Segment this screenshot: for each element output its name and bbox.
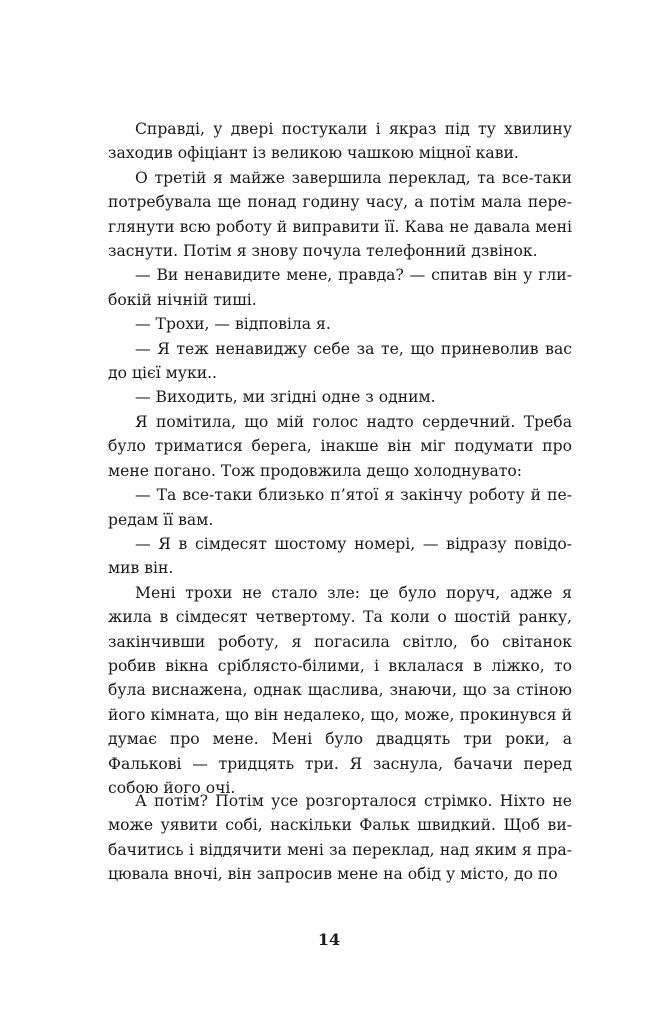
paragraph: — Ви ненавидите мене, правда? — спитав він у глибокій нічній тиші. xyxy=(108,266,572,309)
paragraph: О третій я майже завершила переклад, та все-таки потребувала ще понад годину часу, а потім мала переглянути всю роботу й виправити її. Кава не давала мені заснути. Потім я знову почула телефонний дзвінок. xyxy=(108,168,572,261)
paragraph: — Я теж ненавиджу себе за те, що приневолив вас до цієї муки.. xyxy=(108,339,572,383)
paragraph: Мені трохи не стало зле: це було поруч, адже я жила в сімдесят четвертому. Та коли о шостій ранку, закінчивши роботу, я погасила світло, бо світанок робив вікна сріблясто-білими, і вклалася в ліжко, то була виснажена, однак щаслива, знаючи, що за стіною його кімната, що він недалеко, що, може, прокинувся й думає про мене. Мені було двадцять три роки, а Фалькові — тридцять три. Я заснула, бачачи перед собою його очі. xyxy=(108,583,572,797)
paragraph: — Я в сімдесят шостому номері, — відразу повідомив він. xyxy=(108,534,572,578)
text-section-1 xyxy=(108,117,572,800)
page-number: 14 xyxy=(317,930,341,949)
paragraph: — Трохи, — відповіла я. xyxy=(135,315,331,334)
paragraph: Справді, у двері постукали і якраз під ту хвилину заходив офіціант із великою чашкою міцної кави. xyxy=(108,120,572,163)
text-section-2 xyxy=(108,789,572,887)
paragraph: А потім? Потім усе розгорталося стрімко. Ніхто не може уявити собі, наскільки Фальк швидкий. Щоб вибачитись і віддячити мені за переклад, над яким я працювала вночі, він запросив мене на обід у місто, до по xyxy=(108,792,572,884)
paragraph: — Та все-таки близько п’ятої я закінчу роботу й передам її вам. xyxy=(108,486,572,529)
paragraph: Я помітила, що мій голос надто сердечний. Треба було триматися берега, інакше він міг подумати про мене погано. Тож продовжила дещо холоднувато: xyxy=(108,412,572,480)
paragraph: — Виходить, ми згідні одне з одним. xyxy=(135,388,436,407)
